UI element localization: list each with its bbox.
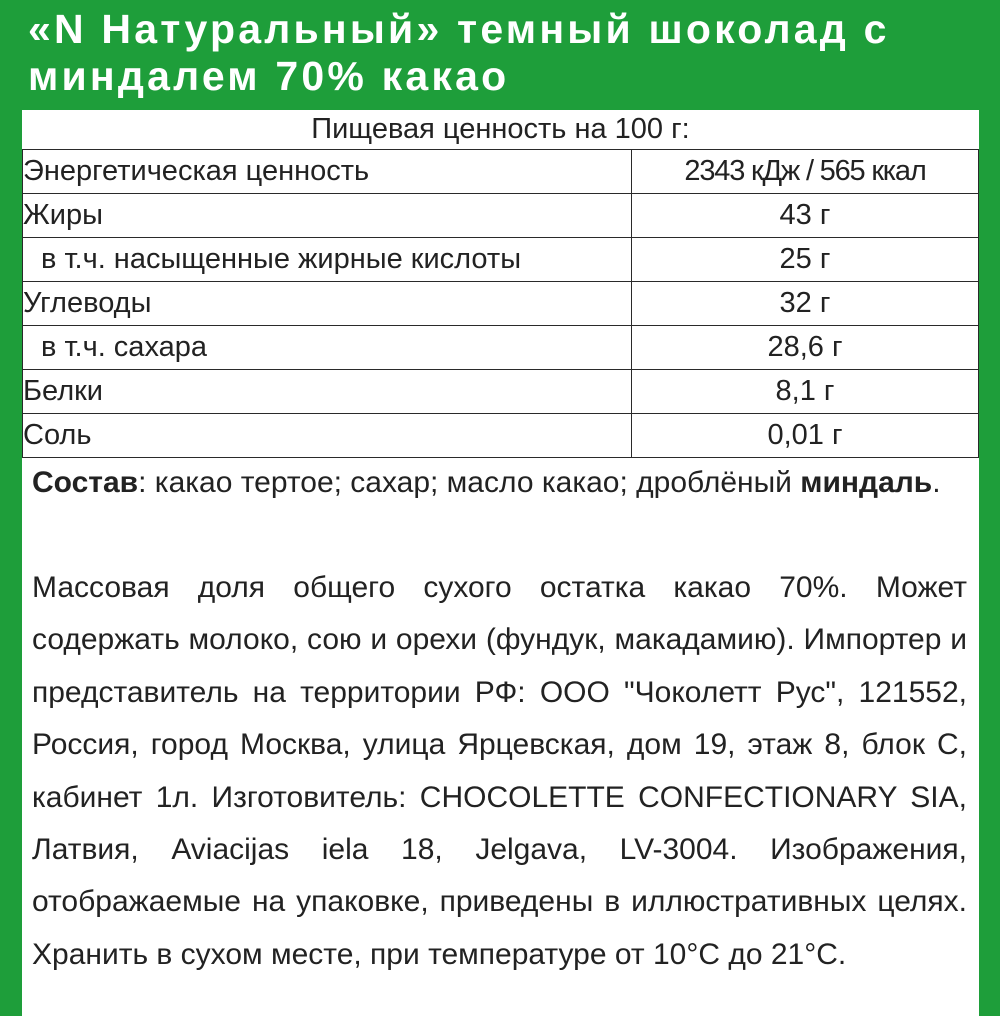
composition-heading: Состав — [32, 466, 139, 499]
row-label: в т.ч. насыщенные жирные кислоты — [23, 238, 632, 282]
table-row — [23, 326, 979, 370]
table-header-row — [23, 110, 979, 150]
row-label: Жиры — [23, 194, 632, 238]
table-row — [23, 238, 979, 282]
table-row — [23, 414, 979, 458]
table-row — [23, 370, 979, 414]
row-label: Энергетическая ценность — [23, 150, 632, 194]
composition — [32, 460, 967, 505]
row-label: в т.ч. сахара — [23, 326, 632, 370]
nutrition-table — [22, 110, 979, 458]
row-value: 2343 кДж / 565 ккал — [632, 150, 979, 194]
row-label: Углеводы — [23, 282, 632, 326]
composition-text: : какао тертое; сахар; масло какао; дроблёный — [138, 466, 801, 499]
composition-end: . — [932, 466, 941, 499]
row-value: 28,6 г — [632, 326, 979, 370]
row-label: Белки — [23, 370, 632, 414]
table-row — [23, 150, 979, 194]
product-title: «N Натуральный» темный шоколад с миндалем 70% какао — [28, 6, 890, 99]
product-info-text: Массовая доля общего сухого остатка какао 70%. Может содержать молоко, сою и орехи (фундук, макадамию). Импортер и представитель на территории РФ: ООО "Чоколетт Рус", 121552, Россия, город Москва, улица Ярцевская, дом 19, этаж 8, блок С, кабинет 1л. Изготовитель: CHOCOLETTE CONFECTIONARY SIA, Латвия, Aviacijas iela 18, Jelgava, LV-3004. Изображения, отображаемые на упаковке, приведены в иллюстративных целях. Хранить в сухом месте, при температуре от 10°С до 21°С. — [32, 571, 967, 971]
row-value: 0,01 г — [632, 414, 979, 458]
row-label: Соль — [23, 414, 632, 458]
table-row — [23, 282, 979, 326]
row-value: 25 г — [632, 238, 979, 282]
row-value: 43 г — [632, 194, 979, 238]
table-row — [23, 194, 979, 238]
row-value: 32 г — [632, 282, 979, 326]
composition-allergen: миндаль — [800, 466, 933, 499]
row-value: 8,1 г — [632, 370, 979, 414]
label-panel — [22, 110, 979, 1016]
table-header: Пищевая ценность на 100 г: — [23, 110, 979, 150]
